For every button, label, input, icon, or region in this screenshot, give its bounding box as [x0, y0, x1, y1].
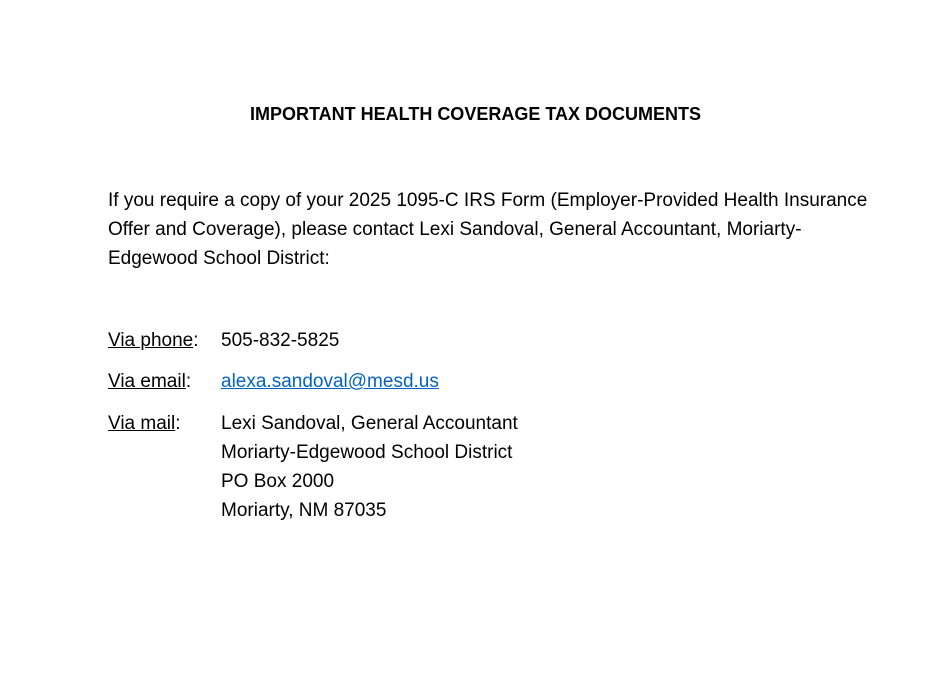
phone-label: Via phone — [108, 330, 194, 351]
colon: : — [175, 413, 181, 434]
address-line: PO Box 2000 — [221, 471, 335, 492]
address-line: Moriarty, NM 87035 — [221, 500, 387, 521]
intro-paragraph: If you require a copy of your 2025 1095-C IRS Form (Employer-Provided Health Insurance Offer and Coverage), please contact Lexi Sandoval, General Accountant, Moriarty-Edgewood School District: — [108, 190, 868, 269]
phone-value: 505-832-5825 — [221, 330, 340, 351]
address-line: Lexi Sandoval, General Accountant — [221, 413, 518, 434]
address-line: Moriarty-Edgewood School District — [221, 442, 513, 463]
mail-address — [221, 409, 518, 525]
email-link[interactable]: alexa.sandoval@mesd.us — [221, 371, 439, 392]
mail-label: Via mail — [108, 413, 176, 434]
colon: : — [185, 371, 192, 392]
colon: : — [193, 330, 199, 351]
page-title: IMPORTANT HEALTH COVERAGE TAX DOCUMENTS — [250, 104, 701, 124]
email-label: Via email — [108, 371, 186, 392]
